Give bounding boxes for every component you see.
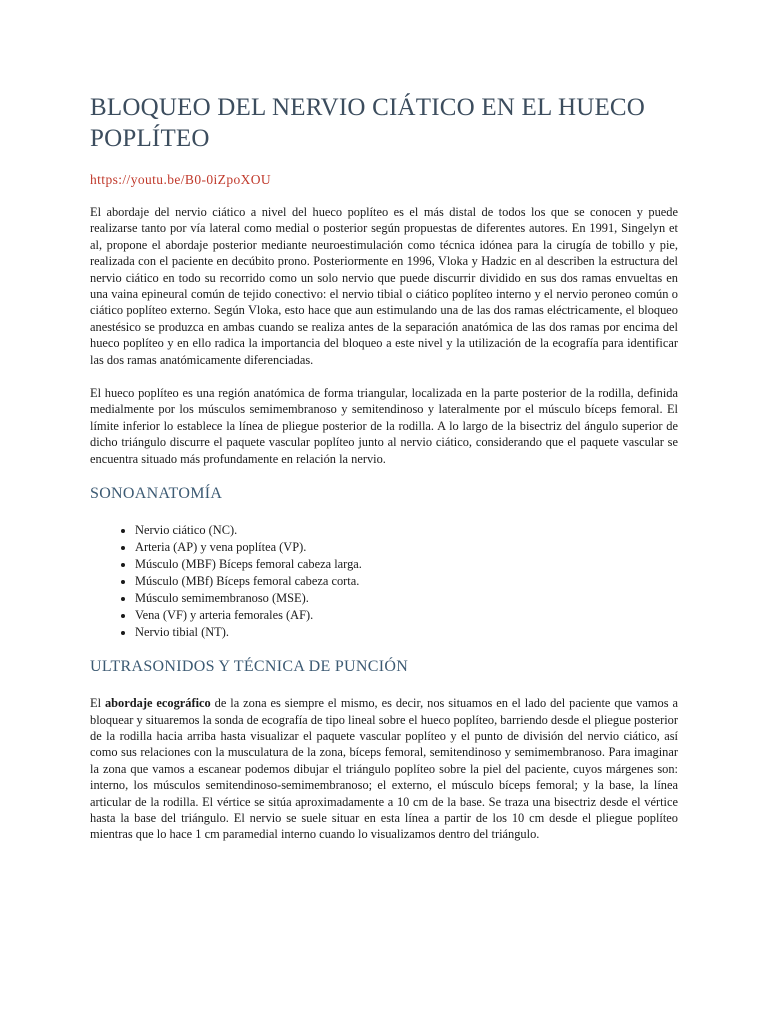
list-item: • Vena (VF) y arteria femorales (AF).: [135, 607, 678, 624]
anatomy-paragraph: El hueco poplíteo es una región anatómica de forma triangular, localizada en la parte posterior de la rodilla, definida medialmente por los músculos semimembranoso y semitendinoso y lateralmente por el músculo bíceps femoral. El límite inferior lo establece la línea de pliegue posterior de la rodilla. A lo largo de la bisectriz del ángulo superior de dicho triángulo discurre el paquete vascular poplíteo junto al nervio ciático, considerando que el paquete vascular se encuentra situado más profundamente en relación la nervio.: [90, 386, 678, 466]
list-item: • Músculo semimembranoso (MSE).: [135, 590, 678, 607]
sonoanatomy-list: [90, 522, 678, 641]
list-item: • Músculo (MBF) Bíceps femoral cabeza larga.: [135, 556, 678, 573]
technique-lead: El: [90, 696, 105, 711]
sonoanatomy-heading: SONOANATOMÍA: [90, 485, 223, 503]
list-item: • Nervio tibial (NT).: [135, 624, 678, 641]
technique-rest: de la zona es siempre el mismo, es decir, nos situamos en el lado del paciente que vamos a bloquear y situaremos la sonda de ecografía de tipo lineal sobre el hueco poplíteo, barriendo desde el pliegue posterior de la rodilla hacia arriba hasta visualizar el paquete vascular poplíteo y el punto de división del nervio ciático, así como sus relaciones con la musculatura de la zona, bíceps femoral, semitendinoso y semimembranoso. Para imaginar la zona que vamos a escanear podemos dibujar el triángulo poplíteo sobre la piel del paciente, cuyos márgenes son: interno, los músculos semitendinoso-semimembranoso; el externo, el músculo bíceps femoral; y la base, la línea articular de la rodilla. El vértice se sitúa aproximadamente a 10 cm de la base. Se traza una bisectriz desde el vértice hasta la base del triángulo. El nervio se suele situar en esta línea a partir de los 10 cm desde el pliegue poplíteo mientras que lo hace 1 cm paramedial interno cuando lo visualizamos dentro del triángulo.: [90, 696, 678, 842]
youtube-link[interactable]: https://youtu.be/B0-0iZpoXOU: [90, 172, 272, 187]
page-title: BLOQUEO DEL NERVIO CIÁTICO EN EL HUECO POPLÍTEO: [90, 94, 646, 152]
ultrasound-heading: ULTRASONIDOS Y TÉCNICA DE PUNCIÓN: [90, 658, 409, 676]
list-item: • Arteria (AP) y vena poplítea (VP).: [135, 539, 678, 556]
intro-paragraph: El abordaje del nervio ciático a nivel del hueco poplíteo es el más distal de todos los que se conocen y puede realizarse tanto por vía lateral como medial o posterior según propuestas de diferentes autores. En 1991, Singelyn et al, propone el abordaje posterior mediante neuroestimulación como técnica idónea para la cirugía de tobillo y pie, realizada con el paciente en decúbito prono. Posteriormente en 1996, Vloka y Hadzic en al describen la estructura del nervio ciático en todo su recorrido como un solo nervio que puede discurrir dividido en sus dos ramas envueltas en una vaina epineural común de tejido conectivo: el nervio tibial o ciático poplíteo interno y el nervio peroneo común o ciático poplíteo externo. Según Vloka, esto hace que aun estimulando una de las dos ramas eléctricamente, el bloqueo anestésico se produzca en ambas cuando se realiza antes de la separación anatómica de las dos ramas por encima del hueco poplíteo y en ello radica la importancia del bloqueo a este nivel y la utilización de la ecografía para identificar las dos ramas anatómicamente diferenciadas.: [90, 205, 678, 367]
list-item: • Músculo (MBf) Bíceps femoral cabeza corta.: [135, 573, 678, 590]
technique-bold: abordaje ecográfico: [104, 696, 211, 711]
list-item: • Nervio ciático (NC).: [135, 522, 678, 539]
technique-paragraph: [90, 695, 678, 843]
